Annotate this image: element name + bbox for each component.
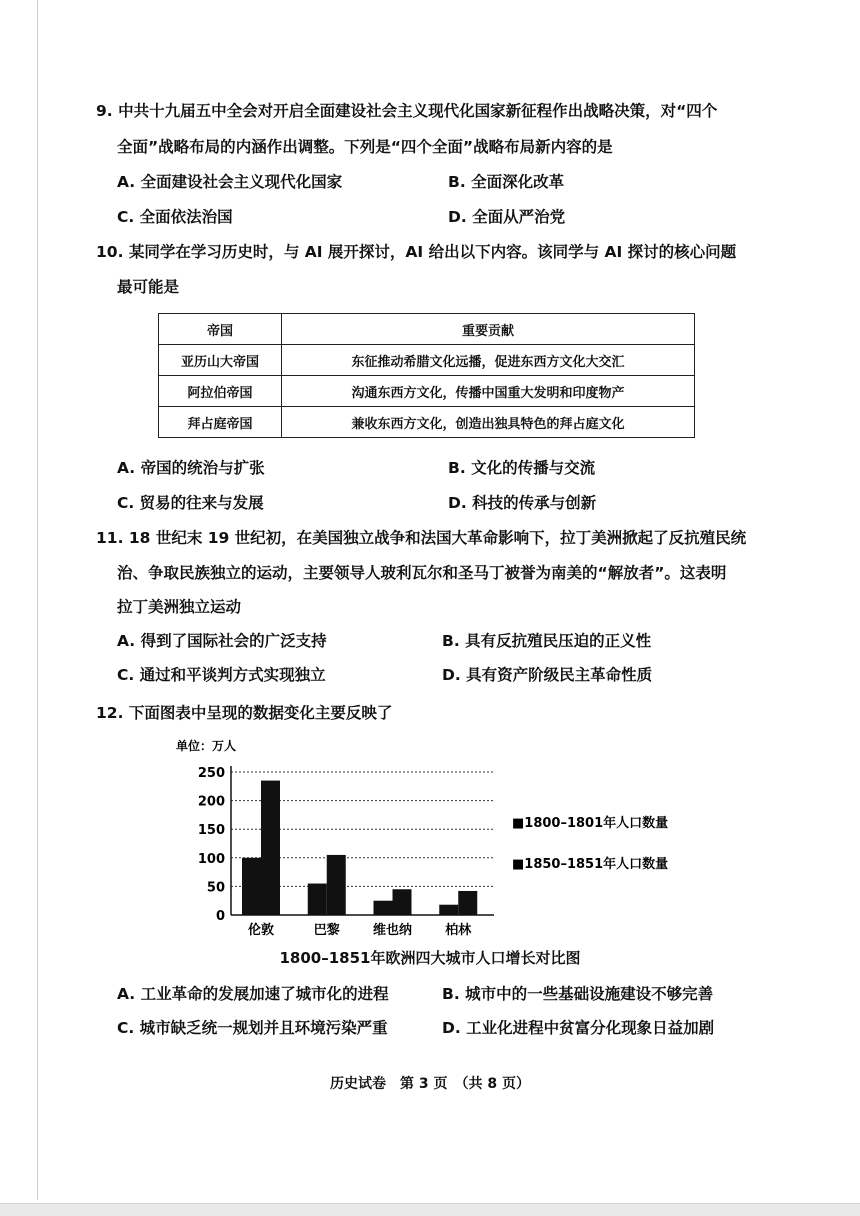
table-cell-empire: 拜占庭帝国	[159, 407, 282, 438]
y-tick-label: 150	[197, 823, 225, 839]
bar-1850-0	[261, 781, 280, 915]
q9-option-c: C. 全面依法治国	[117, 208, 233, 226]
table-cell-contribution: 沟通东西方文化，传播中国重大发明和印度物产	[282, 376, 695, 407]
y-tick-label: 50	[206, 880, 225, 896]
q12-stem: 12. 下面图表中呈现的数据变化主要反映了	[96, 704, 393, 722]
x-category-label: 巴黎	[313, 923, 340, 938]
q10-stem-line2: 最可能是	[117, 278, 180, 296]
x-category-label: 维也纳	[372, 923, 413, 938]
bar-1800-3	[439, 905, 458, 915]
table-cell-contribution: 东征推动希腊文化远播，促进东西方文化大交汇	[282, 345, 695, 376]
q11-option-b: B. 具有反抗殖民压迫的正义性	[442, 632, 652, 650]
q9-stem-line1: 9. 中共十九届五中全会对开启全面建设社会主义现代化国家新征程作出战略决策，对“四个	[96, 102, 718, 120]
bar-1850-3	[458, 891, 477, 915]
bar-1800-2	[374, 901, 393, 915]
q10-option-a: A. 帝国的统治与扩张	[117, 459, 265, 477]
q9-option-d: D. 全面从严治党	[448, 208, 566, 226]
q9-option-a: A. 全面建设社会主义现代化国家	[117, 173, 343, 191]
q11-stem-line1: 11. 18 世纪末 19 世纪初，在美国独立战争和法国大革命影响下，拉丁美洲掀起了反抗殖民统	[96, 529, 747, 547]
q10-stem-line1: 10. 某同学在学习历史时，与 AI 展开探讨，AI 给出以下内容。该同学与 AI 探讨的核心问题	[96, 243, 737, 261]
table-cell-empire: 亚历山大帝国	[159, 345, 282, 376]
y-tick-label: 100	[197, 851, 225, 867]
q12-option-a: A. 工业革命的发展加速了城市化的进程	[117, 985, 389, 1003]
y-tick-label: 250	[197, 766, 225, 781]
q9-option-b: B. 全面深化改革	[448, 173, 565, 191]
q10-option-c: C. 贸易的往来与发展	[117, 494, 264, 512]
x-category-label: 柏林	[445, 923, 472, 938]
q12-option-d: D. 工业化进程中贫富分化现象日益加剧	[442, 1019, 715, 1037]
y-tick-label: 0	[215, 909, 225, 924]
q9-stem-line2: 全面”战略布局的内涵作出调整。下列是“四个全面”战略布局新内容的是	[117, 138, 613, 156]
bar-1850-2	[393, 889, 412, 915]
bar-1800-0	[242, 858, 261, 915]
chart-caption: 1800–1851年欧洲四大城市人口增长对比图	[279, 949, 581, 967]
q11-option-a: A. 得到了国际社会的广泛支持	[117, 632, 327, 650]
y-tick-label: 200	[197, 794, 225, 810]
chart-unit-label: 单位：万人	[176, 739, 237, 753]
q10-option-b: B. 文化的传播与交流	[448, 459, 596, 477]
page-footer: 历史试卷 第 3 页 （共 8 页）	[330, 1076, 530, 1092]
q12-option-c: C. 城市缺乏统一规划并且环境污染严重	[117, 1019, 388, 1037]
legend-entry: ■1800–1801年人口数量	[512, 816, 669, 831]
x-category-label: 伦敦	[247, 923, 275, 938]
table-cell-empire: 阿拉伯帝国	[159, 376, 282, 407]
q11-stem-line3: 拉丁美洲独立运动	[117, 598, 242, 616]
q11-stem-line2: 治、争取民族独立的运动，主要领导人玻利瓦尔和圣马丁被誉为南美的“解放者”。这表明	[117, 564, 727, 582]
table-header-empire: 帝国	[159, 314, 282, 345]
bar-1850-1	[327, 855, 346, 915]
legend-entry: ■1850–1851年人口数量	[512, 857, 669, 872]
q11-option-d: D. 具有资产阶级民主革命性质	[442, 666, 653, 684]
bar-1800-1	[308, 884, 327, 915]
q12-option-b: B. 城市中的一些基础设施建设不够完善	[442, 985, 714, 1003]
q10-option-d: D. 科技的传承与创新	[448, 494, 597, 512]
q11-option-c: C. 通过和平谈判方式实现独立	[117, 666, 326, 684]
table-header-contribution: 重要贡献	[282, 314, 695, 345]
table-cell-contribution: 兼收东西方文化，创造出独具特色的拜占庭文化	[282, 407, 695, 438]
